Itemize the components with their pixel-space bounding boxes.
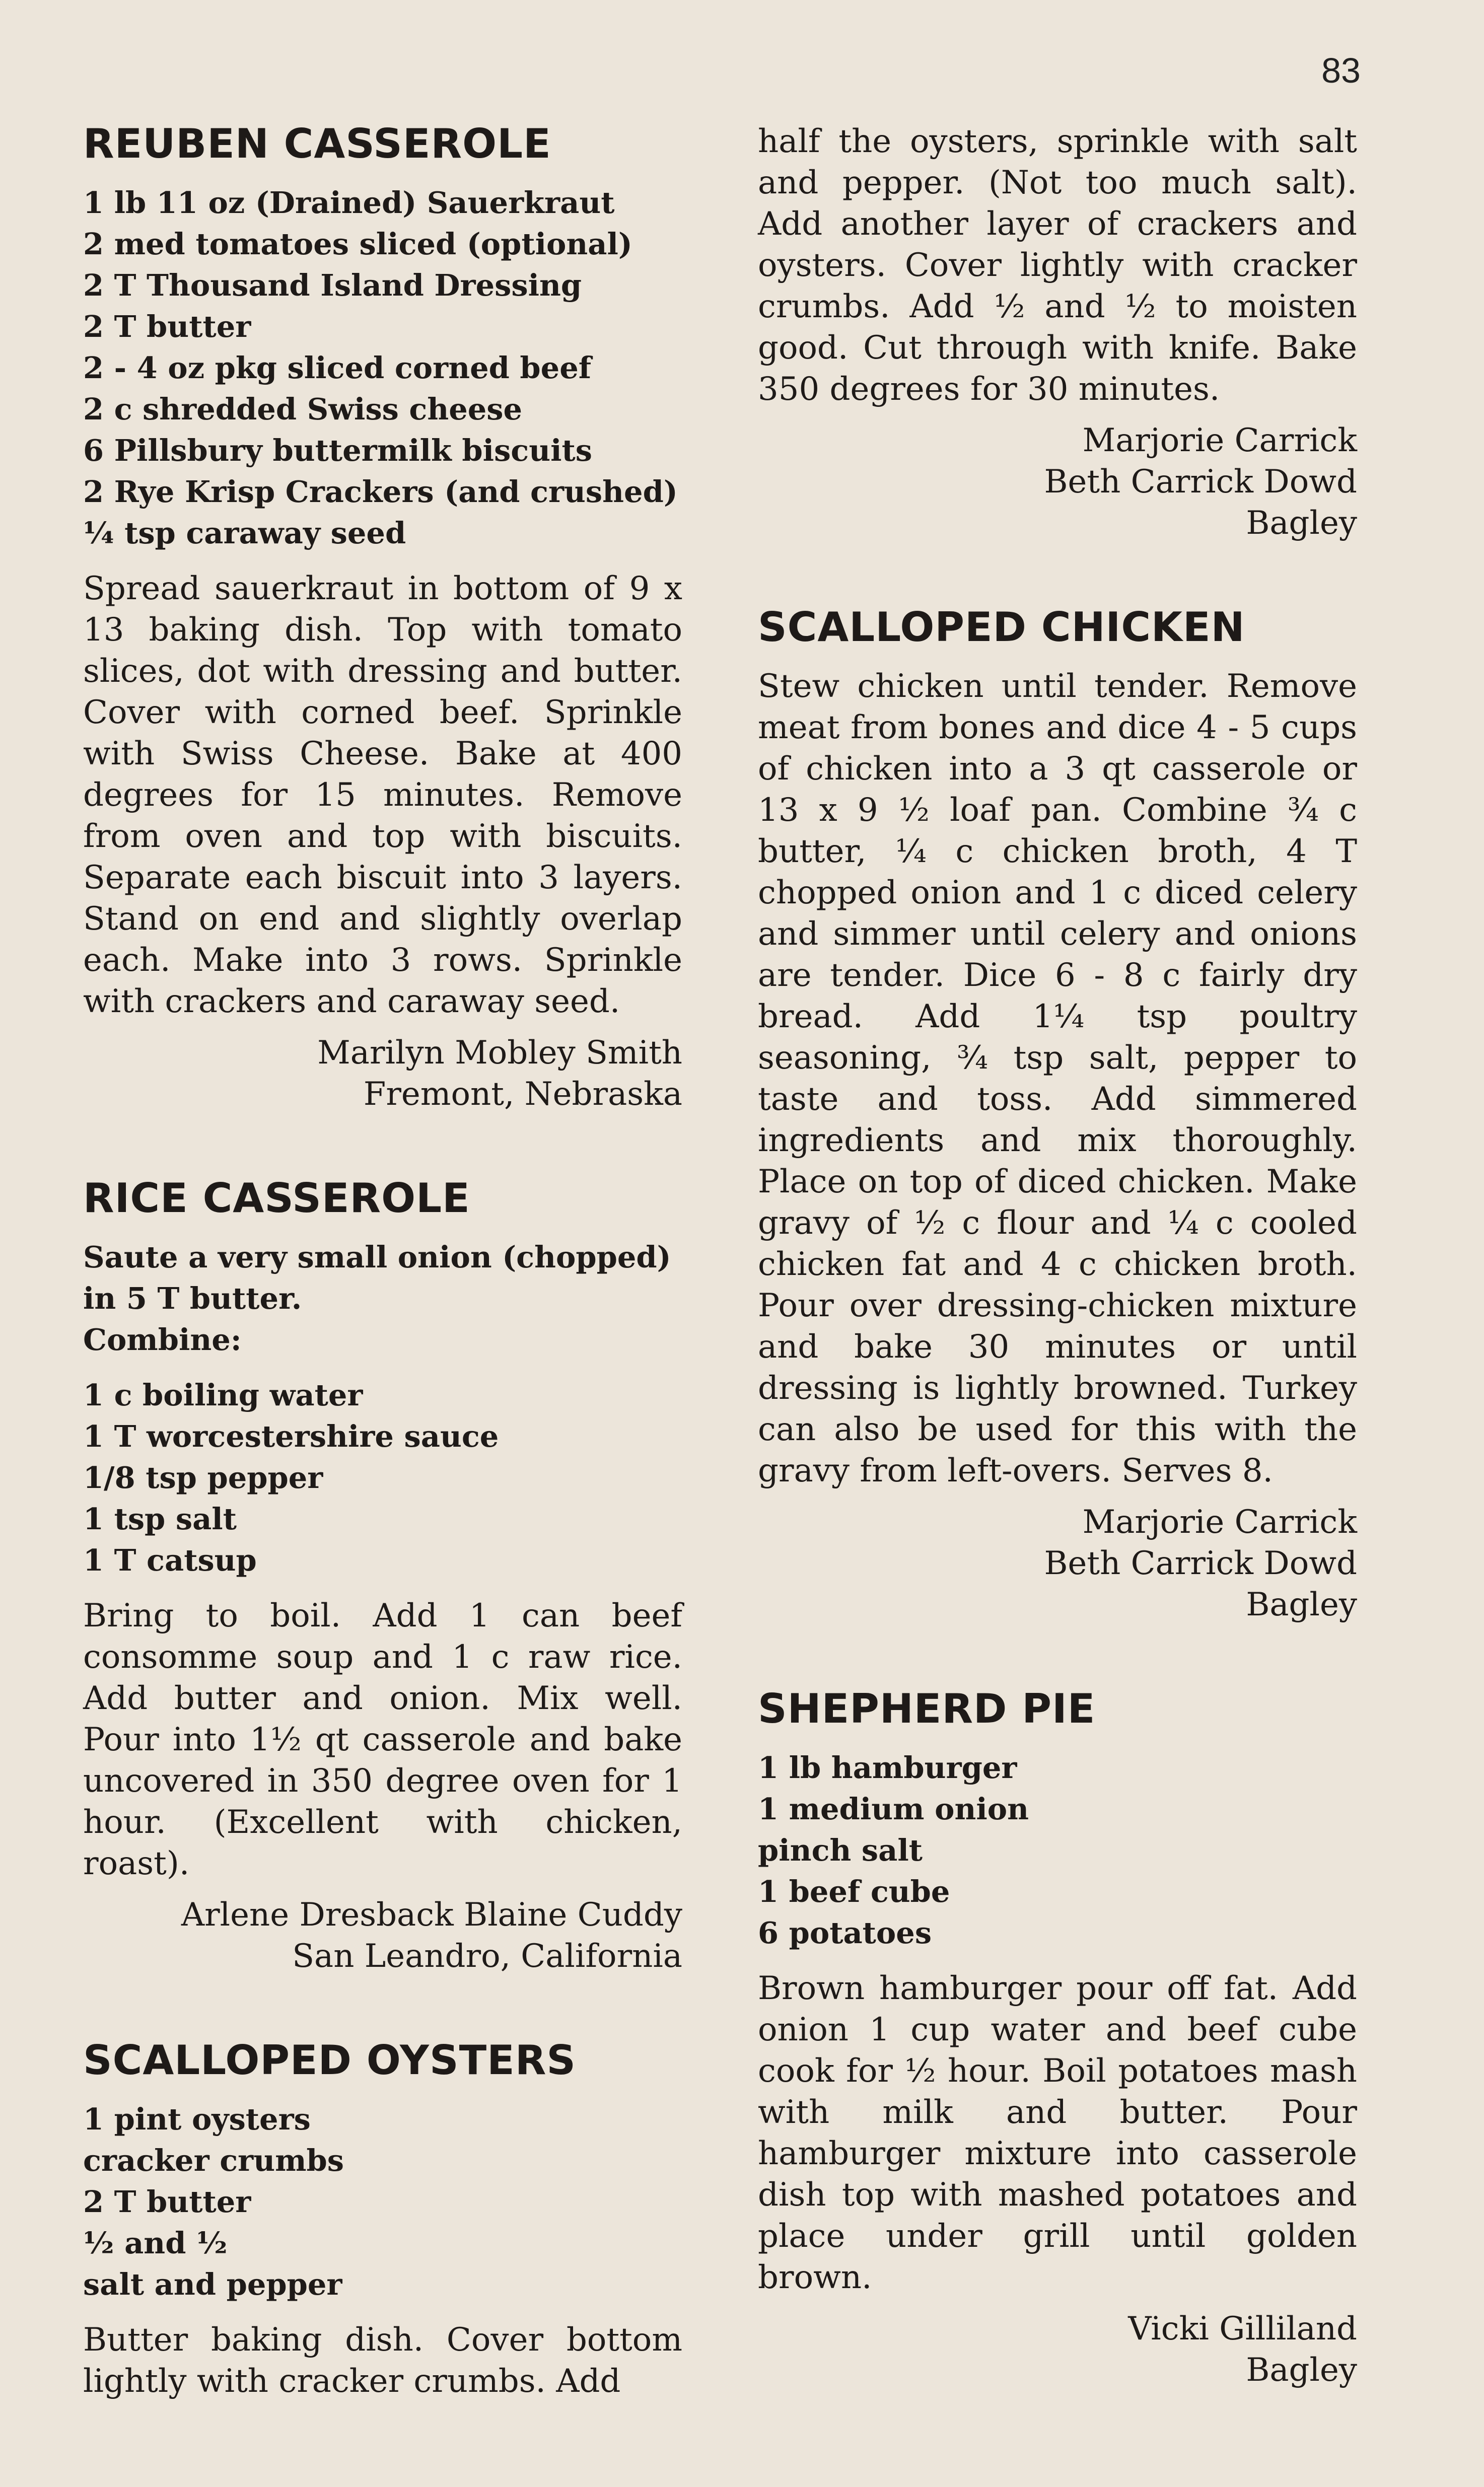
- ingredient: 2 T butter: [83, 309, 251, 344]
- credit-line: Marjorie Carrick: [1082, 422, 1357, 459]
- ingredient: 2 med tomatoes sliced (optional): [83, 227, 632, 261]
- recipe-reuben-casserole: [83, 121, 682, 1115]
- ingredient: 1/8 tsp pepper: [83, 1460, 323, 1495]
- ingredient: 1 pint oysters: [83, 2102, 311, 2137]
- recipe-title: REUBEN CASSEROLE: [83, 120, 551, 167]
- ingredient: 1 lb 11 oz (Drained) Sauerkraut: [83, 185, 615, 220]
- credit-line: Beth Carrick Dowd: [1044, 463, 1357, 501]
- recipe-scalloped-oysters-continued: [758, 121, 1357, 544]
- ingredient-list: [83, 1375, 682, 1581]
- credit-line: Vicki Gilliland: [1128, 2310, 1357, 2348]
- ingredient: 1 T catsup: [83, 1543, 257, 1578]
- ingredient-list: [758, 1747, 1357, 1954]
- recipe-credit: [758, 2308, 1357, 2391]
- ingredient: pinch salt: [758, 1833, 923, 1868]
- prep-line: in 5 T butter.: [83, 1281, 302, 1316]
- prep-line: Combine:: [83, 1322, 242, 1357]
- ingredient-list: [83, 2099, 682, 2305]
- ingredient: 2 - 4 oz pkg sliced corned beef: [83, 350, 592, 385]
- ingredient: ¼ tsp caraway seed: [83, 516, 406, 550]
- prep-line: Saute a very small onion (chopped): [83, 1240, 671, 1274]
- credit-line: San Leandro, California: [292, 1938, 682, 1975]
- recipe-credit: [83, 1032, 682, 1115]
- credit-line: Bagley: [1246, 2352, 1357, 2389]
- recipe-title: RICE CASSEROLE: [83, 1175, 470, 1222]
- recipe-title: SCALLOPED CHICKEN: [758, 604, 1245, 651]
- recipe-rice-casserole: [83, 1175, 682, 1977]
- recipe-scalloped-oysters: [83, 2037, 682, 2402]
- ingredient: 1 T worcestershire sauce: [83, 1419, 499, 1454]
- ingredient-list: [83, 182, 682, 554]
- ingredient: 1 medium onion: [758, 1792, 1029, 1826]
- recipe-credit: [83, 1894, 682, 1977]
- recipe-instructions: Brown hamburger pour off fat. Add onion 1 cup water and beef cube cook for ½ hour. Boil potatoes mash with milk and butter. Pour hamburger mixture into casserole dish top with mashed potatoes and place under grill until golden brown.: [758, 1970, 1357, 2296]
- recipe-instructions: Bring to boil. Add 1 can beef consomme soup and 1 c raw rice. Add butter and onion. Mix well. Pour into 1½ qt casserole and bake uncovered in 350 degree oven for 1 hour. (Excellent with chicken, roast).: [83, 1597, 682, 1882]
- recipe-instructions: Spread sauerkraut in bottom of 9 x 13 baking dish. Top with tomato slices, dot with dressing and butter. Cover with corned beef. Sprinkle with Swiss Cheese. Bake at 400 degrees for 15 minutes. Remove from oven and top with biscuits. Separate each biscuit into 3 layers. Stand on end and slightly overlap each. Make into 3 rows. Sprinkle with crackers and caraway seed.: [83, 570, 682, 1020]
- credit-line: Beth Carrick Dowd: [1044, 1545, 1357, 1582]
- ingredient: ½ and ½: [83, 2226, 228, 2260]
- ingredient: 6 potatoes: [758, 1915, 932, 1950]
- credit-line: Arlene Dresback Blaine Cuddy: [181, 1896, 682, 1934]
- credit-line: Bagley: [1246, 1586, 1357, 1623]
- ingredient: 2 T butter: [83, 2184, 251, 2219]
- ingredient: 2 c shredded Swiss cheese: [83, 392, 523, 427]
- ingredient: 1 tsp salt: [83, 1502, 237, 1536]
- ingredient: 1 c boiling water: [83, 1378, 363, 1412]
- recipe-shepherd-pie: [758, 1686, 1357, 2391]
- recipe-title: SHEPHERD PIE: [758, 1685, 1096, 1732]
- ingredient: salt and pepper: [83, 2267, 342, 2302]
- recipe-instructions: half the oysters, sprinkle with salt and pepper. (Not too much salt). Add another layer of crackers and oysters. Cover lightly with cracker crumbs. Add ½ and ½ to moisten good. Cut through with knife. Bake 350 degrees for 30 minutes.: [758, 123, 1357, 408]
- page-number: 83: [1321, 51, 1361, 90]
- ingredient: 2 Rye Krisp Crackers (and crushed): [83, 474, 678, 509]
- credit-line: Marjorie Carrick: [1082, 1504, 1357, 1541]
- ingredient: 2 T Thousand Island Dressing: [83, 268, 582, 303]
- credit-line: Bagley: [1246, 505, 1357, 542]
- recipe-credit: [758, 420, 1357, 544]
- recipe-title: SCALLOPED OYSTERS: [83, 2037, 577, 2084]
- recipe-scalloped-chicken: [758, 604, 1357, 1625]
- recipe-credit: [758, 1502, 1357, 1625]
- credit-line: Marilyn Mobley Smith: [317, 1034, 682, 1072]
- ingredient: 1 beef cube: [758, 1874, 950, 1909]
- recipe-instructions: Butter baking dish. Cover bottom lightly with cracker crumbs. Add: [83, 2321, 682, 2400]
- left-column: [83, 121, 682, 2462]
- credit-line: Fremont, Nebraska: [363, 1076, 682, 1113]
- ingredient: 6 Pillsbury buttermilk biscuits: [83, 433, 593, 468]
- recipe-instructions: Stew chicken until tender. Remove meat from bones and dice 4 - 5 cups of chicken into a 3 qt casserole or 13 x 9 ½ loaf pan. Combine ¾ c butter, ¼ c chicken broth, 4 T chopped onion and 1 c diced celery and simmer until celery and onions are tender. Dice 6 - 8 c fairly dry bread. Add 1¼ tsp poultry seasoning, ¾ tsp salt, pepper to taste and toss. Add simmered ingredients and mix thoroughly. Place on top of diced chicken. Make gravy of ½ c flour and ¼ c cooled chicken fat and 4 c chicken broth. Pour over dressing-chicken mixture and bake 30 minutes or until dressing is lightly browned. Turkey can also be used for this with the gravy from left-overs. Serves 8.: [758, 668, 1357, 1489]
- right-column: [758, 121, 1357, 2451]
- ingredient: 1 lb hamburger: [758, 1750, 1017, 1785]
- ingredient: cracker crumbs: [83, 2143, 344, 2178]
